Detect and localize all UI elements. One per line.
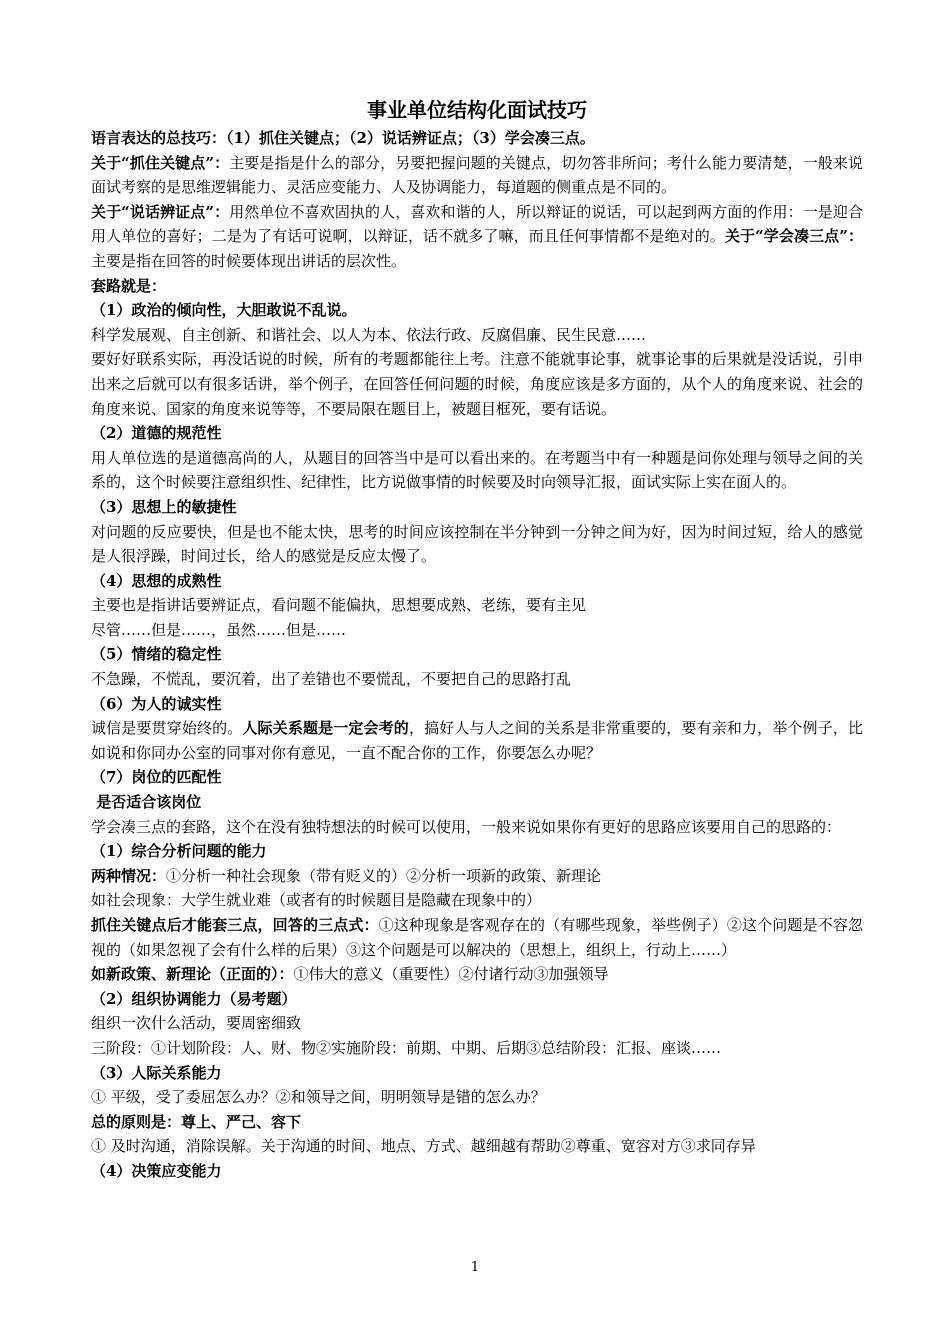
section-4-line-1: 主要也是指讲话要辨证点，看问题不能偏执，思想要成熟、老练，要有主见 — [91, 596, 587, 615]
document-body — [91, 97, 863, 1184]
ability-1-policy — [91, 962, 863, 987]
formula-label: 抓住关键点后才能套三点，回答的三点式： — [91, 916, 379, 934]
section-3-text: 对问题的反应要快，但是也不能太快，思考的时间应该控制在半分钟到一分钟之间为好，因为时间过短，给人的感觉是人很浮躁，时间过长，给人的感觉是反应太慢了。 — [91, 522, 863, 566]
three-points-label: 关于“学会凑三点”： — [724, 227, 863, 246]
ability-1-heading: （1）综合分析问题的能力 — [91, 842, 267, 861]
ability-3-heading: （3）人际关系能力 — [91, 1063, 222, 1082]
dialectic-label: 关于“说话辨证点”： — [91, 202, 230, 221]
ability-3-principle: 总的原则是：尊上、严己、容下 — [91, 1112, 302, 1131]
ability-3-line-2: ① 及时沟通，消除误解。关于沟通的时间、地点、方式、越细越有帮助②尊重、宽容对方③求同存异 — [91, 1137, 756, 1156]
section-7-text: 学会凑三点的套路，这个在没有独特想法的时候可以使用，一般来说如果你有更好的思路应该要用自己的思路的： — [91, 817, 842, 836]
section-7-heading: （7）岗位的匹配性 — [91, 768, 222, 787]
formula-text: ①这种现象是客观存在的（有哪些现象，举些例子）②这个问题是不容忽视的（如果忽视了会有什么样的后果）③这个问题是可以解决的（思想上，组织上，行动上……） — [91, 916, 863, 959]
ability-1-example: 如社会现象：大学生就业难（或者有的时候题目是隐藏在现象中的） — [91, 891, 542, 910]
section-1-heading: （1）政治的倾向性，大胆敢说不乱说。 — [91, 301, 357, 320]
two-cases-label: 两种情况： — [91, 866, 167, 885]
section-5-text: 不急躁，不慌乱，要沉着，出了差错也不要慌乱，不要把自己的思路打乱 — [91, 670, 572, 689]
policy-text: ①伟大的意义（重要性）②付诸行动③加强领导 — [293, 965, 609, 984]
two-cases-text: ①分析一种社会现象（带有贬义的）②分析一项新的政策、新理论 — [166, 866, 602, 885]
section-3-heading: （3）思想上的敏捷性 — [91, 497, 237, 516]
section-2-heading: （2）道德的规范性 — [91, 424, 222, 443]
section-6-paragraph — [91, 716, 863, 765]
key-point-paragraph — [91, 151, 863, 200]
section-6-text-a: 诚信是要贯穿始终的。 — [91, 719, 243, 738]
section-1-line-1: 科学发展观、自主创新、和谐社会、以人为本、依法行政、反腐倡廉、民生民意…… — [91, 325, 647, 344]
intro-line: 语言表达的总技巧：（1）抓住关键点；（2）说话辨证点；（3）学会凑三点。 — [91, 129, 595, 147]
section-5-heading: （5）情绪的稳定性 — [91, 645, 222, 664]
ability-4-heading: （4）决策应变能力 — [91, 1161, 222, 1180]
routine-heading: 套路就是： — [91, 276, 167, 295]
section-4-heading: （4）思想的成熟性 — [91, 571, 222, 590]
ability-2-line-1: 组织一次什么活动，要周密细致 — [91, 1014, 302, 1033]
document-title: 事业单位结构化面试技巧 — [367, 98, 587, 122]
section-6-bold: 人际关系题是一定会考的 — [242, 719, 409, 738]
three-points-text: 主要是指在回答的时候要体现出讲话的层次性。 — [91, 251, 407, 270]
section-7-subheading: 是否适合该岗位 — [91, 793, 202, 812]
dialectic-paragraph — [91, 200, 863, 274]
key-point-label: 关于“抓住关键点”： — [91, 153, 230, 172]
dialectic-text: 用然单位不喜欢固执的人，喜欢和谐的人，所以辩证的说话，可以起到两方面的作用：一是迎合用人单位的喜好；二是为了有话可说啊，以辩证，话不就多了嘛，而且任何事情都不是绝对的。 — [91, 202, 863, 246]
section-6-heading: （6）为人的诚实性 — [91, 694, 222, 713]
section-1-line-2: 要好好联系实际，再没话说的时候，所有的考题都能往上考。注意不能就事论事，就事论事的后果就是没话说，引申出来之后就可以有很多话讲，举个例子，在回答任何问题的时候，角度应该是多方面的，从个人的角度来说、社会的角度来说、国家的角度来说等等，不要局限在题目上，被题目框死，要有话说。 — [91, 350, 863, 418]
ability-3-line-1: ① 平级，受了委屈怎么办？②和领导之间，明明领导是错的怎么办？ — [91, 1088, 546, 1107]
section-2-text: 用人单位选的是道德高尚的人，从题目的回答当中是可以看出来的。在考题当中有一种题是问你处理与领导之间的关系的，这个时候要注意组织性、纪律性，比方说做事情的时候要及时向领导汇报，面试实际上实在面人的。 — [91, 448, 863, 492]
section-4-line-2: 尽管……但是……，虽然……但是…… — [91, 620, 347, 639]
ability-1-two-cases — [91, 864, 863, 889]
key-point-text: 主要是指是什么的部分，另要把握问题的关键点，切勿答非所问；考什么能力要清楚，一般来说面试考察的是思维逻辑能力、灵活应变能力、人及协调能力，每道题的侧重点是不同的。 — [91, 153, 863, 197]
section-6-text-b: ，搞好人与人之间的关系是非常重要的，要有亲和力，举个例子，比如说和你同办公室的同事对你有意见，一直不配合你的工作，你要怎么办呢？ — [91, 719, 863, 762]
page-number: 1 — [470, 1260, 480, 1275]
ability-2-heading: （2）组织协调能力（易考题） — [91, 989, 297, 1008]
policy-label: 如新政策、新理论（正面的）： — [91, 965, 294, 984]
ability-2-line-2: 三阶段：①计划阶段：人、财、物②实施阶段：前期、中期、后期③总结阶段：汇报、座谈…… — [91, 1038, 722, 1057]
ability-1-formula — [91, 913, 863, 962]
